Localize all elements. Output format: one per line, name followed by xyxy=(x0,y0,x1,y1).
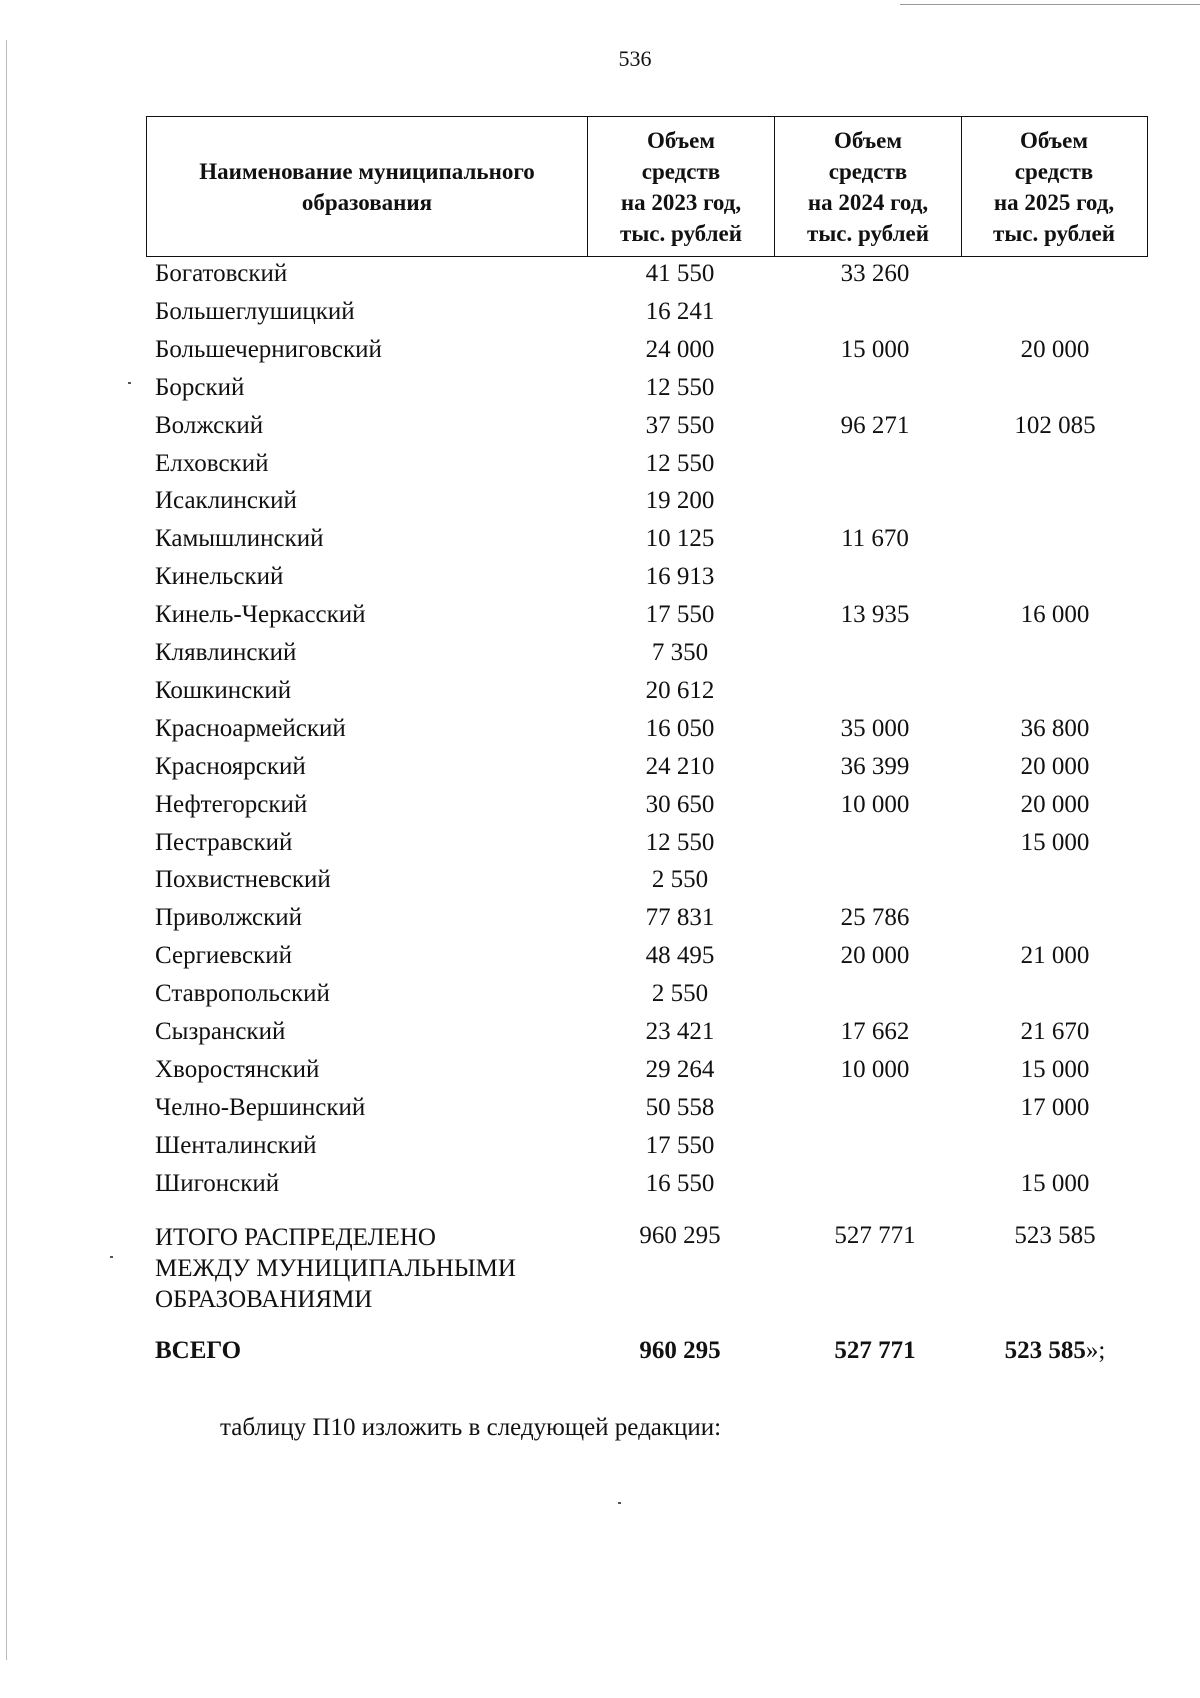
row-2025: 20 000 xyxy=(1020,335,1090,363)
row-name: Борский xyxy=(155,373,245,401)
table-row xyxy=(0,1094,1200,1132)
row-2023: 10 125 xyxy=(645,525,715,553)
row-name: Клявлинский xyxy=(155,639,297,666)
row-name: Большечерниговский xyxy=(155,335,382,363)
row-2025: 20 000 xyxy=(1020,790,1090,818)
total-2025: 523 585 xyxy=(1014,1222,1096,1249)
row-name: Приволжский xyxy=(155,904,303,932)
row-2023: 2 550 xyxy=(651,866,709,894)
row-name: Хворостянский xyxy=(155,1055,320,1083)
row-2023: 16 050 xyxy=(645,714,715,742)
table-row xyxy=(0,298,1200,336)
row-2023: 29 264 xyxy=(645,1055,715,1083)
row-2023: 12 550 xyxy=(645,373,715,401)
row-name: Сызранский xyxy=(155,1018,286,1045)
table-row xyxy=(0,450,1200,488)
row-name: Большеглушицкий xyxy=(155,297,355,325)
table-row xyxy=(0,942,1200,980)
row-name: Камышлинский xyxy=(155,525,324,553)
row-2024: 33 260 xyxy=(840,260,910,287)
row-2023: 20 612 xyxy=(645,676,715,704)
row-2025: 17 000 xyxy=(1020,1093,1090,1121)
row-2025: 15 000 xyxy=(1020,1169,1090,1197)
row-2023: 30 650 xyxy=(645,790,715,818)
row-2025: 15 000 xyxy=(1020,1055,1090,1083)
row-2023: 48 495 xyxy=(645,942,715,970)
table-row xyxy=(0,639,1200,677)
row-2023: 16 550 xyxy=(645,1169,715,1197)
table-row xyxy=(0,374,1200,412)
header-2024-column: Объем средств на 2024 год, тыс. рублей xyxy=(774,117,961,256)
row-name: Сергиевский xyxy=(155,942,292,970)
row-2024: 15 000 xyxy=(840,335,910,363)
row-name: Красноярский xyxy=(155,752,306,780)
row-2023: 23 421 xyxy=(645,1018,715,1045)
row-2024: 10 000 xyxy=(840,1055,910,1083)
row-name: Волжский xyxy=(155,411,264,439)
row-2024: 96 271 xyxy=(840,411,910,439)
row-2023: 17 550 xyxy=(645,601,715,629)
row-2023: 17 550 xyxy=(645,1131,715,1159)
row-name: Шигонский xyxy=(155,1169,280,1197)
row-2023: 24 000 xyxy=(645,335,715,363)
row-2024: 35 000 xyxy=(840,714,910,742)
row-2023: 16 241 xyxy=(645,297,715,325)
row-2023: 37 550 xyxy=(645,411,715,439)
scan-artifact-dot xyxy=(618,1502,621,1504)
table-row xyxy=(0,791,1200,829)
header-2023-column: Объем средств на 2023 год, тыс. рублей xyxy=(587,117,774,256)
row-2025: 36 800 xyxy=(1020,714,1090,742)
table-row xyxy=(0,601,1200,639)
table-row xyxy=(0,1056,1200,1094)
row-name: Шенталинский xyxy=(155,1131,317,1159)
row-name: Похвистневский xyxy=(155,866,331,894)
row-2024: 13 935 xyxy=(840,601,910,629)
table-row xyxy=(0,563,1200,601)
row-2023: 12 550 xyxy=(645,449,715,477)
table-row xyxy=(0,1170,1200,1208)
row-name: Ставропольский xyxy=(155,980,330,1008)
row-2024: 17 662 xyxy=(840,1018,910,1045)
row-2025: 21 670 xyxy=(1020,1018,1090,1045)
row-name: Нефтегорский xyxy=(155,790,308,818)
row-2024: 25 786 xyxy=(840,904,910,932)
row-2023: 16 913 xyxy=(645,563,715,591)
row-2023: 12 550 xyxy=(645,828,715,856)
page-number: 536 xyxy=(618,46,652,71)
row-2023: 41 550 xyxy=(645,260,715,287)
table-row xyxy=(0,1018,1200,1056)
table-row xyxy=(0,412,1200,450)
row-2025: 16 000 xyxy=(1020,601,1090,629)
table-row xyxy=(0,336,1200,374)
table-row xyxy=(0,525,1200,563)
total-distributed-label: ИТОГО РАСПРЕДЕЛЕНО МЕЖДУ МУНИЦИПАЛЬНЫМИ ОБРАЗОВАНИЯМИ xyxy=(155,1224,516,1313)
grand-total-label: ВСЕГО xyxy=(155,1337,242,1364)
table-header xyxy=(146,116,1148,257)
row-name: Пестравский xyxy=(155,828,293,856)
table-row xyxy=(0,487,1200,525)
row-2024: 36 399 xyxy=(840,752,910,780)
scan-artifact-dot xyxy=(110,1256,113,1258)
table-row xyxy=(0,677,1200,715)
row-name: Елховский xyxy=(155,449,269,477)
total-2023: 960 295 xyxy=(639,1222,721,1249)
table-row xyxy=(0,715,1200,753)
header-name-column: Наименование муниципального образования xyxy=(199,158,535,215)
row-2023: 19 200 xyxy=(645,487,715,515)
row-name: Кошкинский xyxy=(155,676,292,704)
row-2025: 20 000 xyxy=(1020,752,1090,780)
total-2024: 527 771 xyxy=(834,1222,916,1249)
row-name: Кинель-Черкасский xyxy=(155,601,366,629)
row-2025: 21 000 xyxy=(1020,942,1090,970)
table-row xyxy=(0,829,1200,867)
table-row xyxy=(0,260,1200,298)
row-2023: 24 210 xyxy=(645,752,715,780)
header-2025-column: Объем средств на 2025 год, тыс. рублей xyxy=(961,117,1146,256)
table-row xyxy=(0,1132,1200,1170)
row-2024: 20 000 xyxy=(840,942,910,970)
footer-instruction: таблицу П10 изложить в следующей редакции: xyxy=(220,1414,722,1441)
grand-total-2023: 960 295 xyxy=(639,1337,721,1364)
table-row xyxy=(0,980,1200,1018)
row-name: Красноармейский xyxy=(155,714,346,742)
row-2023: 50 558 xyxy=(645,1093,715,1121)
row-2024: 10 000 xyxy=(840,790,910,818)
row-name: Исаклинский xyxy=(155,487,297,515)
row-name: Богатовский xyxy=(155,260,288,287)
row-2023: 7 350 xyxy=(651,639,709,666)
row-2025: 102 085 xyxy=(1014,411,1096,439)
row-2024: 11 670 xyxy=(841,525,909,553)
row-2023: 77 831 xyxy=(645,904,715,932)
table-row xyxy=(0,904,1200,942)
table-row xyxy=(0,753,1200,791)
row-2023: 2 550 xyxy=(651,980,709,1008)
scan-artifact-line xyxy=(900,4,1200,5)
row-2025: 15 000 xyxy=(1020,828,1090,856)
table-row xyxy=(0,866,1200,904)
grand-total-2024: 527 771 xyxy=(834,1337,916,1364)
grand-total-2025: 523 585»; xyxy=(1004,1337,1106,1364)
row-name: Кинельский xyxy=(155,563,284,591)
row-name: Челно-Вершинский xyxy=(155,1093,366,1121)
